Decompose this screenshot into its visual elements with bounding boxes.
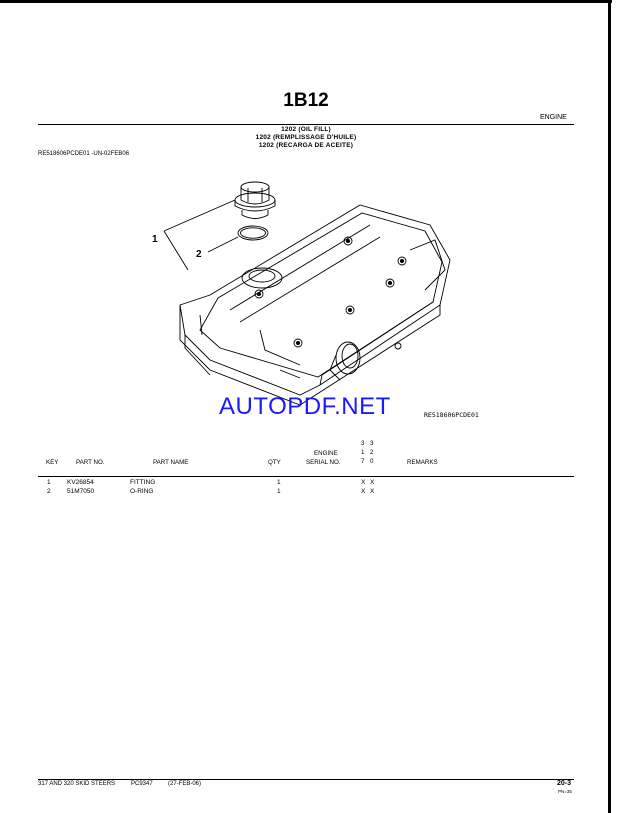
row-2-model-1: X (361, 488, 366, 495)
leader-line-2 (208, 237, 238, 252)
model-digit-mid-2: 2 (370, 449, 374, 456)
row-1-qty: 1 (277, 479, 281, 486)
row-2-part-name: O-RING (130, 488, 154, 495)
parts-illustration (140, 170, 490, 430)
row-1-part-name: FITTING (130, 479, 156, 486)
figure-reference: RE518606PCDE01 -UN-02FEB06 (38, 151, 130, 157)
model-digit-bot-1: 7 (361, 458, 365, 465)
row-2-key: 2 (47, 488, 51, 495)
leader-line-1 (164, 200, 235, 231)
footer-date: (27-FEB-06) (168, 781, 202, 787)
header-key: KEY (46, 459, 59, 466)
header-qty: QTY (268, 459, 281, 466)
callout-1: 1 (152, 234, 158, 245)
row-1-model-2: X (370, 479, 375, 486)
caption-fr: 1202 (REMPLISSAGE D'HUILE) (255, 134, 357, 141)
footer-title: 317 AND 320 SKID STEERS (38, 781, 116, 787)
rocker-cover-drawing (180, 205, 450, 405)
row-1-model-1: X (361, 479, 366, 486)
o-ring-part-drawing (238, 226, 268, 240)
header-part-name: PART NAME (153, 459, 189, 466)
page-frame-right (608, 0, 611, 813)
footer-rule (38, 779, 574, 780)
model-digit-top-1: 3 (361, 440, 365, 447)
page-number: 20-3 (557, 780, 572, 787)
header-part-no: PART NO. (76, 459, 105, 466)
header-engine: ENGINE (314, 450, 338, 457)
leader-line-1b (164, 231, 188, 270)
row-2-model-2: X (370, 488, 375, 495)
callout-2: 2 (196, 249, 202, 260)
page-internal-number: PN=35 (558, 789, 572, 794)
figure-id-label: RE518606PCDE01 (424, 411, 479, 419)
header-rule (38, 124, 574, 125)
row-1-part-no: KV26854 (67, 479, 94, 486)
header-remarks: REMARKS (407, 459, 438, 466)
row-2-part-no: 51M7050 (67, 488, 95, 495)
header-serial: SERIAL NO. (306, 459, 341, 466)
watermark-text: AUTOPDF.NET (219, 393, 391, 420)
table-header-rule (38, 476, 574, 477)
caption-en: 1202 (OIL FILL) (281, 126, 331, 133)
section-label: ENGINE (540, 114, 567, 121)
page-frame-top (0, 0, 612, 3)
fitting-part-drawing (235, 182, 275, 219)
model-digit-mid-1: 1 (361, 449, 365, 456)
row-1-key: 1 (47, 479, 51, 486)
model-digit-bot-2: 0 (370, 458, 374, 465)
caption-es: 1202 (RECARGA DE ACEITE) (258, 142, 354, 149)
model-digit-top-2: 3 (370, 440, 374, 447)
row-2-qty: 1 (277, 488, 281, 495)
page-title: 1B12 (283, 90, 329, 111)
footer-doc-number: PC9347 (131, 781, 153, 787)
